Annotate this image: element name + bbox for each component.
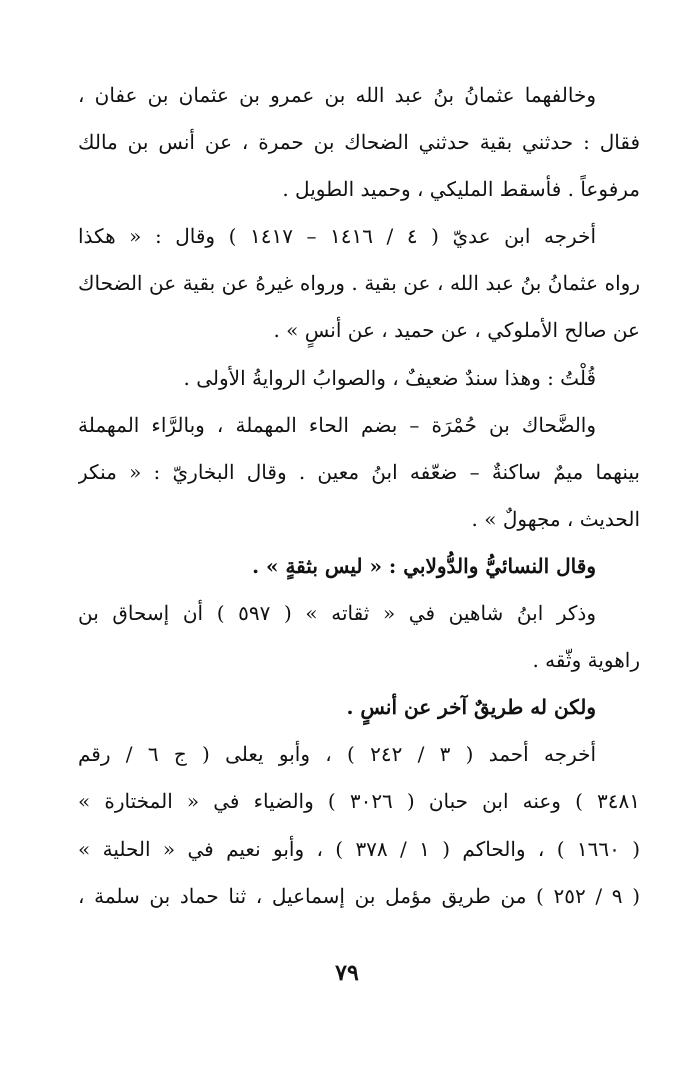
page-text [78,72,640,920]
paragraph-8 [78,731,640,919]
text-line: أخرجه أحمد ( ٣ / ٢٤٢ ) ، وأبو يعلى ( ج ٦ / رقم [78,742,597,767]
paragraph-7-heading [78,684,640,731]
text-line: وخالفهما عثمانُ بنُ عبد الله بن عمرو بن عثمان بن عفان ، [78,83,596,107]
text-line: عن صالح الأملوكي ، عن حميد ، عن أنسٍ » . [273,318,640,343]
text-line: والضَّحاك بن حُمْرَة – بضم الحاء المهملة ، وبالرَّاء المهملة [78,412,596,437]
text-line: راهوية وثّقه . [532,648,640,673]
text-line: ( ٩ / ٢٥٢ ) من طريق مؤمل بن إسماعيل ، ثنا حماد بن سلمة ، [78,883,640,908]
paragraph-4 [78,402,640,543]
text-line: الحديث ، مجهولٌ » . [471,506,640,531]
text-line: قُلْتُ : وهذا سندٌ ضعيفٌ ، والصوابُ الروايةُ الأولى . [183,365,596,390]
paragraph-6 [78,590,640,684]
text-line: بينهما ميمٌ ساكنةٌ – ضعّفه ابنُ معين . وقال البخاريّ : « منكر [78,459,640,484]
paragraph-2 [78,213,640,354]
page-number: ٧٩ [335,960,359,986]
text-line: وذكر ابنُ شاهين في « ثقاته » ( ٥٩٧ ) أن إسحاق بن [78,601,596,626]
text-line: رواه عثمانُ بنُ عبد الله ، عن بقية . ورواه غيرهُ عن بقية عن الضحاك [78,271,640,296]
text-line: مرفوعاً . فأسقط المليكي ، وحميد الطويل . [282,177,640,202]
text-line: فقال : حدثني بقية حدثني الضحاك بن حمرة ، عن أنس بن مالك [78,130,640,155]
heading-line: وقال النسائيُّ والدُّولابي : « ليس بثقةٍ » . [252,553,596,578]
paragraph-3 [78,355,640,402]
text-line: أخرجه ابن عديّ ( ٤ / ١٤١٦ – ١٤١٧ ) وقال : « هكذا [78,224,596,249]
text-line: ٣٤٨١ ) وعنه ابن حبان ( ٣٠٢٦ ) والضياء في « المختارة » [78,789,640,814]
text-line: ( ١٦٦٠ ) ، والحاكم ( ١ / ٣٧٨ ) ، وأبو نعيم في « الحلية » [78,836,640,861]
paragraph-5-heading [78,543,640,590]
heading-line: ولكن له طريقٌ آخر عن أنسٍ . [346,695,596,720]
paragraph-1 [78,72,640,213]
